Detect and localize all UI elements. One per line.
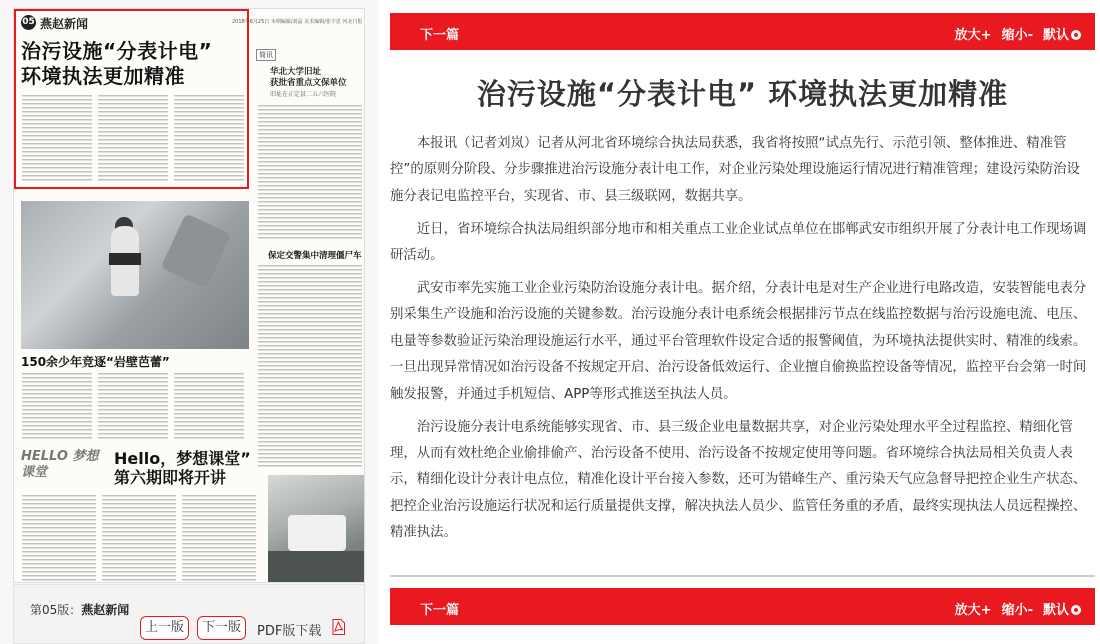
- circle-dot-icon: [1071, 605, 1081, 615]
- font-size-tools: [955, 24, 1081, 43]
- font-size-tools: [955, 599, 1081, 618]
- hello-story-title[interactable]: [114, 449, 251, 487]
- article-title: 治污设施“分表计电” 环境执法更加精准: [476, 77, 1009, 111]
- zoom-out-button[interactable]: 缩小-: [1001, 603, 1033, 618]
- reset-size-label: 默认: [1042, 28, 1069, 43]
- selected-article-highlight[interactable]: [14, 9, 249, 189]
- article-paragraph: 治污设施分表计电系统能够实现省、市、县三级企业电量数据共享，对企业污染处理水平全过程监控、精细化管理，从而有效杜绝企业偷排偷产、治污设备不使用、治污设备不按规定使用等问题。省环境综合执法局相关负责人表示，精细化设计分表计电点位，精准化设计平台接入参数，还可为错峰生产、重污染天气应急督导把控企业生产状态、把控企业治污设施运行状况和运行质量提供支撑，解决执法人员少、监管任务重的矛盾，最终实现执法人员远程操控、精准执法。: [390, 419, 1087, 541]
- text-column: [258, 105, 362, 240]
- page-section-title: 燕赵新闻: [40, 17, 89, 31]
- reset-size-label: 默认: [1042, 603, 1069, 618]
- zoom-in-button[interactable]: 放大+: [954, 603, 992, 618]
- pdf-icon[interactable]: [332, 619, 345, 635]
- side-story-title-line1: 华北大学旧址: [270, 67, 322, 77]
- vehicle-photo: [268, 475, 365, 583]
- text-column: [258, 265, 362, 469]
- text-column: [22, 373, 92, 441]
- next-article-link[interactable]: 下一篇: [420, 28, 460, 43]
- reset-size-button[interactable]: [1043, 599, 1081, 618]
- text-column: [102, 495, 176, 581]
- text-column: [98, 373, 168, 441]
- article-paragraph: 武安市率先实施工业企业污染防治设施分表计电。据介绍，分表计电是对生产企业进行电路改造，安装智能电表分别采集生产设施和治污设施的关键参数。治污设施分表计电系统会根据排污节点在线监控数据与治污设施电流、电压、电量等参数验证污染治理设施运行水平，通过平台管理软件设定合适的报警阈值，为环境执法提供实时、精准的线索。一旦出现异常情况如治污设备不按规定开启、治污设备低效运行、企业擅自偷换监控设备等情况，监控平台会第一时间触发报警，并通过手机短信、APP等形式推送至执法人员。: [390, 281, 1087, 402]
- article-toolbar-top: [390, 13, 1095, 50]
- side-story2-title[interactable]: 保定交警集中清理僵尸车: [268, 251, 362, 261]
- zoom-in-button[interactable]: 放大+: [954, 28, 992, 43]
- article-paragraph: 本报讯（记者刘岚）记者从河北省环境综合执法局获悉，我省将按照“试点先行、示范引领、整体推进、精准管控”的原则分阶段、分步骤推进治污设施分表计电工作，对企业污染处理设施运行情况进行精准管理；建设污染防治设施分表记电监控平台，实现省、市、县三级联网，数据共享。: [390, 136, 1080, 204]
- hello-dream-logo: HELLO 梦想课堂: [21, 449, 99, 480]
- text-column: [174, 373, 244, 441]
- pdf-download-link[interactable]: PDF版下载: [257, 624, 322, 639]
- hello-story-title-line1: Hello，梦想课堂”: [114, 449, 251, 468]
- next-article-link[interactable]: 下一篇: [420, 603, 460, 618]
- text-column: [22, 495, 96, 581]
- article-divider: [390, 575, 1095, 577]
- page-dateline: 2018年6月25日 本期编辑/刘晶 美术编辑/张宇思 河北日报: [232, 19, 363, 25]
- side-story-title[interactable]: [270, 67, 347, 100]
- reset-size-button[interactable]: [1043, 24, 1081, 43]
- side-story-subtitle: 旧址在正定县二五六医院: [270, 91, 337, 98]
- photo-caption[interactable]: 150余少年竞逐“岩壁芭蕾”: [21, 355, 170, 369]
- article-paragraph: 近日，省环境综合执法局组织部分地市和相关重点工业企业试点单位在邯郸武安市组织开展了分表计电工作现场调研活动。: [390, 221, 1087, 264]
- hello-story-title-line2: 第六期即将开讲: [114, 468, 227, 487]
- page-navigation: [13, 584, 365, 644]
- article-body: [390, 131, 1090, 553]
- article-toolbar-bottom: [390, 588, 1095, 625]
- side-story-title-line2: 获批省重点文保单位: [270, 78, 347, 88]
- text-column: [182, 495, 256, 581]
- edition-label: [30, 601, 129, 618]
- edition-name: 燕赵新闻: [81, 603, 130, 617]
- newspaper-page-image[interactable]: [13, 8, 365, 583]
- page-number-badge: 05: [21, 15, 36, 30]
- next-page-button[interactable]: 下一版: [197, 616, 246, 640]
- circle-dot-icon: [1071, 30, 1081, 40]
- zoom-out-button[interactable]: 缩小-: [1001, 28, 1033, 43]
- climbing-photo: [21, 201, 249, 349]
- edition-prefix: 第05版：: [30, 603, 82, 617]
- newspaper-panel: [0, 0, 378, 644]
- brief-tag: 简讯: [256, 49, 276, 61]
- page-headline-line1: 治污设施“分表计电”: [21, 39, 213, 63]
- page-headline-line2: 环境执法更加精准: [21, 64, 185, 88]
- prev-page-button[interactable]: 上一版: [140, 616, 189, 640]
